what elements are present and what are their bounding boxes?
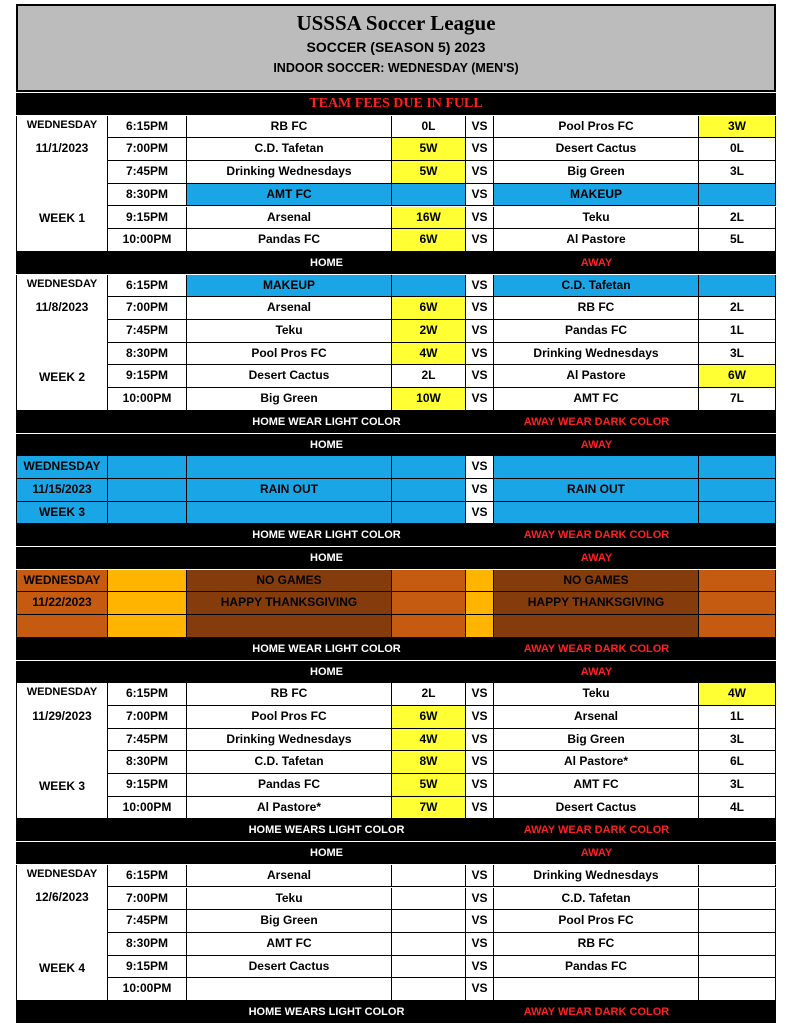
away-score: 1L bbox=[699, 706, 776, 729]
home-team bbox=[187, 615, 392, 638]
vs-label: VS bbox=[466, 888, 494, 911]
vs-label: VS bbox=[466, 774, 494, 797]
away-team: Drinking Wednesdays bbox=[494, 865, 699, 888]
day-label: WEDNESDAY bbox=[26, 867, 98, 880]
away-team: Arsenal bbox=[494, 706, 699, 729]
away-team: AMT FC bbox=[494, 774, 699, 797]
uniform-bar bbox=[16, 638, 776, 660]
week-date-cell: 11/15/2023 bbox=[16, 479, 108, 502]
away-label: AWAY bbox=[580, 552, 613, 564]
away-team bbox=[494, 978, 699, 1001]
away-label: AWAY bbox=[580, 847, 613, 860]
home-score: 6W bbox=[392, 706, 466, 729]
time-cell: 7:45PM bbox=[108, 910, 187, 933]
time-cell: 6:15PM bbox=[108, 865, 187, 888]
away-score: 3L bbox=[699, 774, 776, 797]
home-score bbox=[392, 978, 466, 1001]
home-score: 16W bbox=[392, 207, 466, 230]
home-team: Big Green bbox=[187, 910, 392, 933]
away-score: 3L bbox=[699, 343, 776, 366]
home-score: 6W bbox=[392, 229, 466, 252]
time-cell bbox=[108, 502, 187, 525]
home-score bbox=[392, 865, 466, 888]
home-score: 0L bbox=[392, 116, 466, 139]
uniform-bar bbox=[16, 411, 776, 433]
home-score bbox=[392, 933, 466, 956]
home-away-bar bbox=[16, 661, 776, 683]
home-team: Arsenal bbox=[187, 297, 392, 320]
away-team: C.D. Tafetan bbox=[494, 275, 699, 298]
time-cell bbox=[108, 615, 187, 638]
vs-label: VS bbox=[466, 116, 494, 139]
week-date-cell bbox=[16, 615, 108, 638]
vs-label: VS bbox=[466, 933, 494, 956]
home-team: RAIN OUT bbox=[187, 479, 392, 502]
home-team bbox=[187, 456, 392, 479]
away-score bbox=[699, 933, 776, 956]
away-team: MAKEUP bbox=[494, 184, 699, 207]
home-away-bar bbox=[16, 547, 776, 569]
week-date-cell: WEDNESDAY bbox=[16, 570, 108, 593]
home-score: 4W bbox=[392, 729, 466, 752]
time-cell: 7:45PM bbox=[108, 161, 187, 184]
vs-label: VS bbox=[466, 797, 494, 820]
home-score bbox=[392, 479, 466, 502]
week-date-cell bbox=[16, 865, 108, 1001]
vs-label: VS bbox=[466, 706, 494, 729]
division-label: INDOOR SOCCER: WEDNESDAY (MEN'S) bbox=[273, 61, 519, 75]
home-label: HOME bbox=[310, 256, 343, 269]
vs-label: VS bbox=[466, 865, 494, 888]
away-team: RAIN OUT bbox=[494, 479, 699, 502]
schedule-header bbox=[16, 4, 776, 92]
away-team: C.D. Tafetan bbox=[494, 888, 699, 911]
vs-label: VS bbox=[466, 184, 494, 207]
vs-label: VS bbox=[466, 388, 494, 411]
home-label: HOME WEAR LIGHT COLOR bbox=[252, 415, 401, 428]
home-score bbox=[392, 275, 466, 298]
time-cell: 6:15PM bbox=[108, 275, 187, 298]
home-label: HOME bbox=[310, 552, 343, 564]
time-cell: 8:30PM bbox=[108, 343, 187, 366]
time-cell: 8:30PM bbox=[108, 933, 187, 956]
vs-label: VS bbox=[466, 956, 494, 979]
away-team bbox=[494, 615, 699, 638]
away-team: AMT FC bbox=[494, 388, 699, 411]
time-cell: 7:00PM bbox=[108, 297, 187, 320]
vs-label: VS bbox=[466, 275, 494, 298]
away-label: AWAY bbox=[580, 438, 613, 451]
season-subtitle: SOCCER (SEASON 5) 2023 bbox=[306, 39, 486, 55]
time-cell: 6:15PM bbox=[108, 116, 187, 139]
home-score: 2L bbox=[392, 683, 466, 706]
away-team: Pool Pros FC bbox=[494, 116, 699, 139]
home-label: HOME bbox=[310, 665, 343, 678]
away-label: AWAY WEAR DARK COLOR bbox=[523, 824, 670, 837]
away-team bbox=[494, 456, 699, 479]
home-score bbox=[392, 570, 466, 593]
away-team: Desert Cactus bbox=[494, 138, 699, 161]
time-cell bbox=[108, 570, 187, 593]
home-score bbox=[392, 956, 466, 979]
week-date-cell bbox=[16, 683, 108, 819]
time-cell: 8:30PM bbox=[108, 184, 187, 207]
time-cell: 7:45PM bbox=[108, 320, 187, 343]
home-team: Drinking Wednesdays bbox=[187, 161, 392, 184]
home-score: 2W bbox=[392, 320, 466, 343]
home-score: 6W bbox=[392, 297, 466, 320]
vs-label: VS bbox=[466, 751, 494, 774]
away-score: 6L bbox=[699, 751, 776, 774]
home-team: Big Green bbox=[187, 388, 392, 411]
away-team: Big Green bbox=[494, 161, 699, 184]
away-score: 5L bbox=[699, 229, 776, 252]
away-team: HAPPY THANKSGIVING bbox=[494, 592, 699, 615]
vs-label: VS bbox=[466, 343, 494, 366]
away-label: AWAY WEAR DARK COLOR bbox=[523, 529, 670, 542]
time-cell: 10:00PM bbox=[108, 229, 187, 252]
home-score: 5W bbox=[392, 138, 466, 161]
home-score bbox=[392, 184, 466, 207]
vs-label: VS bbox=[466, 365, 494, 388]
week-date-cell bbox=[16, 275, 108, 411]
day-label: WEDNESDAY bbox=[26, 277, 98, 290]
away-score: 2L bbox=[699, 297, 776, 320]
home-team: Pandas FC bbox=[187, 229, 392, 252]
away-team: Al Pastore bbox=[494, 229, 699, 252]
home-label: HOME WEARS LIGHT COLOR bbox=[248, 824, 405, 837]
home-team: RB FC bbox=[187, 116, 392, 139]
home-score: 5W bbox=[392, 161, 466, 184]
away-team: Al Pastore* bbox=[494, 751, 699, 774]
away-team: Pool Pros FC bbox=[494, 910, 699, 933]
fees-bar bbox=[16, 93, 776, 115]
away-score bbox=[699, 456, 776, 479]
away-score bbox=[699, 865, 776, 888]
time-cell: 9:15PM bbox=[108, 365, 187, 388]
vs-label: VS bbox=[466, 161, 494, 184]
vs-label bbox=[466, 615, 494, 638]
away-score: 1L bbox=[699, 320, 776, 343]
date-label: 11/8/2023 bbox=[35, 300, 89, 315]
time-cell: 7:00PM bbox=[108, 138, 187, 161]
day-label: WEDNESDAY bbox=[26, 118, 98, 131]
vs-label: VS bbox=[466, 683, 494, 706]
home-team: Al Pastore* bbox=[187, 797, 392, 820]
vs-label: VS bbox=[466, 910, 494, 933]
vs-label: VS bbox=[466, 207, 494, 230]
home-score bbox=[392, 502, 466, 525]
home-team: MAKEUP bbox=[187, 275, 392, 298]
date-label: 11/1/2023 bbox=[35, 141, 89, 156]
week-label: WEEK 4 bbox=[38, 960, 85, 975]
home-score bbox=[392, 910, 466, 933]
home-team: C.D. Tafetan bbox=[187, 138, 392, 161]
away-team bbox=[494, 502, 699, 525]
away-score bbox=[699, 502, 776, 525]
home-team: Pandas FC bbox=[187, 774, 392, 797]
week-date-cell: 11/22/2023 bbox=[16, 592, 108, 615]
fees-notice: TEAM FEES DUE IN FULL bbox=[309, 96, 483, 111]
vs-label: VS bbox=[466, 978, 494, 1001]
away-score: 4W bbox=[699, 683, 776, 706]
vs-label: VS bbox=[466, 502, 494, 525]
time-cell: 10:00PM bbox=[108, 797, 187, 820]
home-score: 8W bbox=[392, 751, 466, 774]
away-label: AWAY WEAR DARK COLOR bbox=[523, 642, 670, 655]
uniform-bar bbox=[16, 819, 776, 841]
home-score: 2L bbox=[392, 365, 466, 388]
vs-label bbox=[466, 570, 494, 593]
uniform-bar bbox=[16, 524, 776, 546]
time-cell: 7:00PM bbox=[108, 706, 187, 729]
vs-label: VS bbox=[466, 229, 494, 252]
home-team: Drinking Wednesdays bbox=[187, 729, 392, 752]
home-team: Teku bbox=[187, 320, 392, 343]
time-cell: 7:00PM bbox=[108, 888, 187, 911]
home-team: C.D. Tafetan bbox=[187, 751, 392, 774]
away-label: AWAY WEAR DARK COLOR bbox=[523, 415, 670, 428]
date-label: 11/29/2023 bbox=[32, 708, 92, 723]
vs-label: VS bbox=[466, 456, 494, 479]
home-away-bar bbox=[16, 434, 776, 456]
day-label: WEDNESDAY bbox=[26, 686, 98, 699]
away-team: Drinking Wednesdays bbox=[494, 343, 699, 366]
vs-label: VS bbox=[466, 729, 494, 752]
home-team: NO GAMES bbox=[187, 570, 392, 593]
away-score bbox=[699, 956, 776, 979]
time-cell bbox=[108, 456, 187, 479]
away-score: 6W bbox=[699, 365, 776, 388]
away-label: AWAY bbox=[580, 256, 613, 269]
away-team: RB FC bbox=[494, 933, 699, 956]
away-score: 0L bbox=[699, 138, 776, 161]
home-team: Desert Cactus bbox=[187, 956, 392, 979]
home-team: Pool Pros FC bbox=[187, 343, 392, 366]
home-label: HOME bbox=[310, 438, 343, 451]
time-cell: 9:15PM bbox=[108, 774, 187, 797]
time-cell: 9:15PM bbox=[108, 956, 187, 979]
time-cell: 8:30PM bbox=[108, 751, 187, 774]
away-score bbox=[699, 615, 776, 638]
away-score: 4L bbox=[699, 797, 776, 820]
home-team bbox=[187, 502, 392, 525]
time-cell: 10:00PM bbox=[108, 978, 187, 1001]
home-score bbox=[392, 615, 466, 638]
home-team: Desert Cactus bbox=[187, 365, 392, 388]
home-score: 7W bbox=[392, 797, 466, 820]
week-label: WEEK 1 bbox=[38, 211, 85, 226]
date-label: 12/6/2023 bbox=[35, 890, 89, 905]
home-label: HOME WEAR LIGHT COLOR bbox=[252, 529, 401, 542]
away-score: 2L bbox=[699, 207, 776, 230]
vs-label: VS bbox=[466, 297, 494, 320]
away-team: Big Green bbox=[494, 729, 699, 752]
week-date-cell: WEDNESDAY bbox=[16, 456, 108, 479]
week-label: WEEK 3 bbox=[38, 778, 85, 793]
away-team: Pandas FC bbox=[494, 956, 699, 979]
home-team: Teku bbox=[187, 888, 392, 911]
home-team: AMT FC bbox=[187, 184, 392, 207]
vs-label bbox=[466, 592, 494, 615]
vs-label: VS bbox=[466, 479, 494, 502]
away-score: 3L bbox=[699, 161, 776, 184]
home-team: AMT FC bbox=[187, 933, 392, 956]
uniform-bar bbox=[16, 1001, 776, 1023]
away-score bbox=[699, 910, 776, 933]
away-score bbox=[699, 275, 776, 298]
away-score bbox=[699, 592, 776, 615]
away-score bbox=[699, 570, 776, 593]
week-date-cell bbox=[16, 116, 108, 252]
home-team: HAPPY THANKSGIVING bbox=[187, 592, 392, 615]
away-team: Pandas FC bbox=[494, 320, 699, 343]
away-label: AWAY WEAR DARK COLOR bbox=[523, 1006, 670, 1018]
away-team: Al Pastore bbox=[494, 365, 699, 388]
page-title: USSSA Soccer League bbox=[296, 11, 496, 35]
home-score bbox=[392, 592, 466, 615]
week-label: WEEK 2 bbox=[38, 370, 85, 385]
away-score bbox=[699, 888, 776, 911]
time-cell: 7:45PM bbox=[108, 729, 187, 752]
away-team: NO GAMES bbox=[494, 570, 699, 593]
home-score bbox=[392, 888, 466, 911]
home-label: HOME WEAR LIGHT COLOR bbox=[252, 642, 401, 655]
time-cell: 10:00PM bbox=[108, 388, 187, 411]
week-date-cell: WEEK 3 bbox=[16, 502, 108, 525]
home-label: HOME WEARS LIGHT COLOR bbox=[248, 1006, 405, 1018]
home-team: Arsenal bbox=[187, 865, 392, 888]
away-team: Teku bbox=[494, 683, 699, 706]
away-score: 3L bbox=[699, 729, 776, 752]
home-score: 5W bbox=[392, 774, 466, 797]
time-cell: 6:15PM bbox=[108, 683, 187, 706]
home-score bbox=[392, 456, 466, 479]
home-team: Arsenal bbox=[187, 207, 392, 230]
away-score bbox=[699, 978, 776, 1001]
away-score bbox=[699, 184, 776, 207]
time-cell bbox=[108, 592, 187, 615]
time-cell bbox=[108, 479, 187, 502]
away-team: Teku bbox=[494, 207, 699, 230]
away-team: RB FC bbox=[494, 297, 699, 320]
home-team bbox=[187, 978, 392, 1001]
home-score: 10W bbox=[392, 388, 466, 411]
vs-label: VS bbox=[466, 138, 494, 161]
home-away-bar bbox=[16, 252, 776, 274]
home-label: HOME bbox=[310, 847, 343, 860]
away-score bbox=[699, 479, 776, 502]
time-cell: 9:15PM bbox=[108, 207, 187, 230]
away-score: 7L bbox=[699, 388, 776, 411]
home-score: 4W bbox=[392, 343, 466, 366]
home-team: RB FC bbox=[187, 683, 392, 706]
home-team: Pool Pros FC bbox=[187, 706, 392, 729]
vs-label: VS bbox=[466, 320, 494, 343]
home-away-bar bbox=[16, 842, 776, 864]
away-label: AWAY bbox=[580, 665, 613, 678]
away-team: Desert Cactus bbox=[494, 797, 699, 820]
away-score: 3W bbox=[699, 116, 776, 139]
